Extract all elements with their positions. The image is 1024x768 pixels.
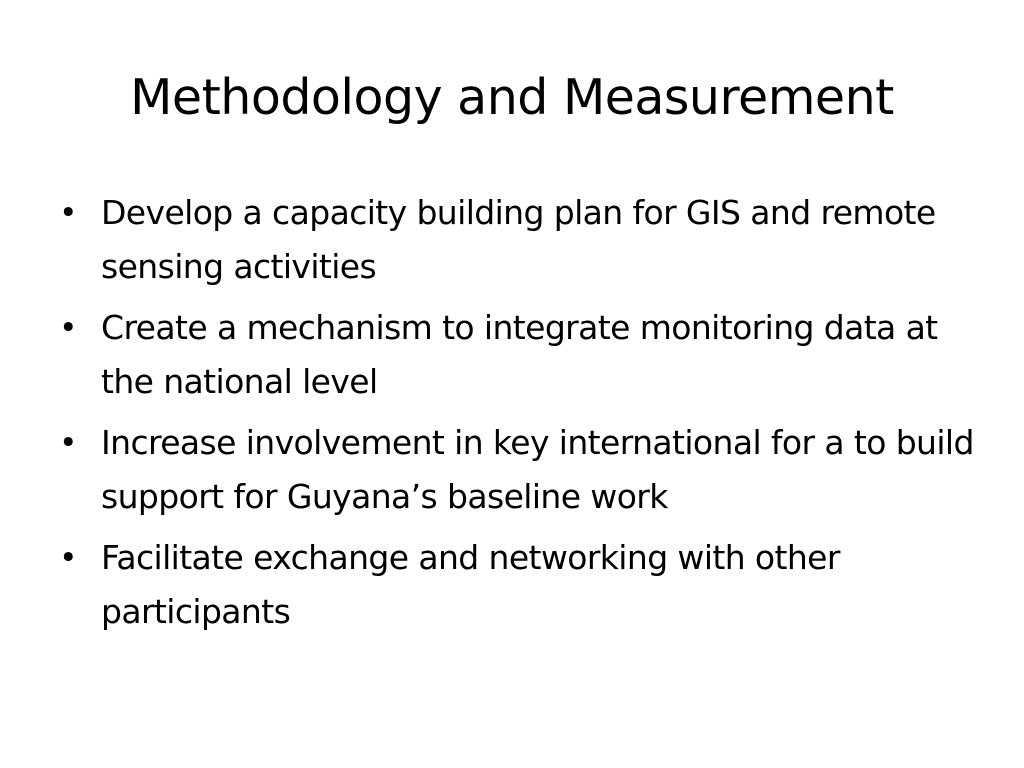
bullet-item xyxy=(58,531,978,639)
bullet-item xyxy=(58,186,978,294)
bullet-item xyxy=(58,416,978,524)
bullet-text: Develop a capacity building plan for GIS and remote sensing activities xyxy=(101,193,936,286)
bullet-dot-icon: • xyxy=(59,310,77,346)
bullet-dot-icon: • xyxy=(59,540,77,576)
bullet-dot-icon: • xyxy=(59,195,77,231)
bullet-text: Facilitate exchange and networking with other participants xyxy=(101,538,840,631)
bullet-dot-icon: • xyxy=(59,425,77,461)
bullet-list xyxy=(58,186,978,646)
bullet-item xyxy=(58,301,978,409)
slide-title: Methodology and Measurement xyxy=(130,69,894,126)
bullet-text: Create a mechanism to integrate monitoring data at the national level xyxy=(101,308,938,401)
bullet-text: Increase involvement in key international for a to build support for Guyana’s baseline work xyxy=(101,423,974,516)
